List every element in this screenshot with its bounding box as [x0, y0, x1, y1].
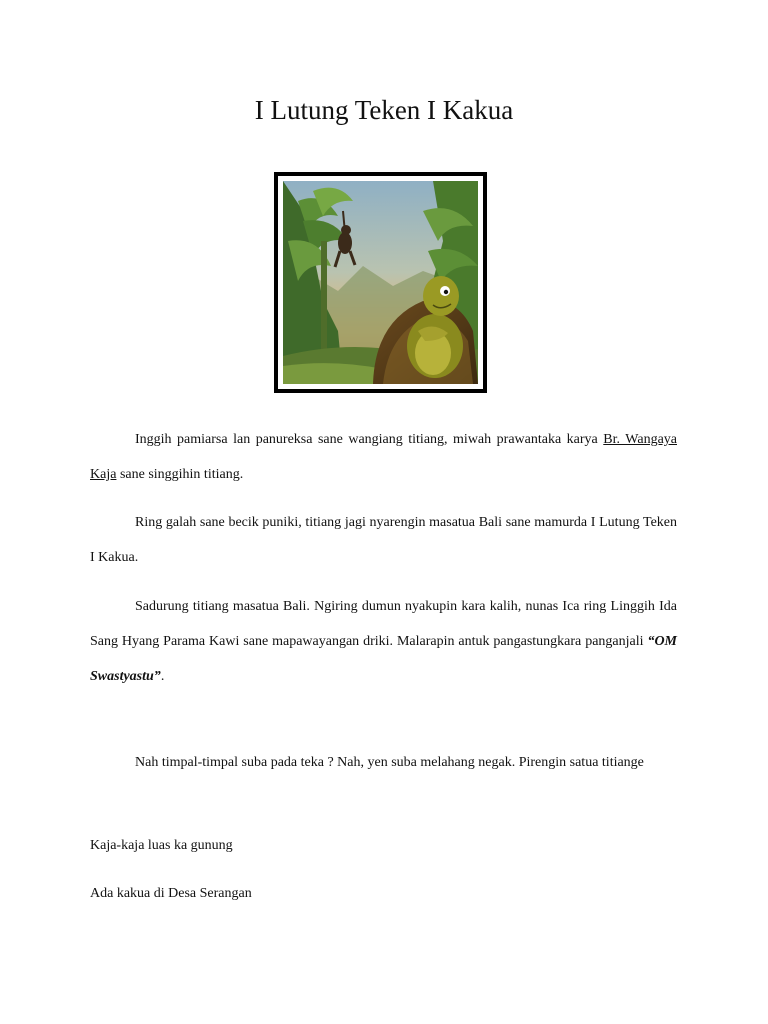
- illustration-frame: [274, 172, 487, 393]
- paragraph-intro: [90, 422, 677, 492]
- paragraph-intro-text-end: sane singgihin titiang.: [116, 467, 244, 482]
- paragraph-greeting-end: .: [160, 669, 165, 684]
- page-title: I Lutung Teken I Kakua: [254, 95, 514, 125]
- paragraph-invitation: Nah timpal-timpal suba pada teka ? Nah, yen suba melahang negak. Pirengin satua titiange: [135, 755, 644, 770]
- verse-line-1: Kaja-kaja luas ka gunung: [90, 838, 233, 853]
- author-link[interactable]: Br. Wangaya Kaja: [90, 432, 677, 482]
- monkey-and-turtle-illustration: [283, 181, 478, 384]
- paragraph-greeting-text: Sadurung titiang masatua Bali. Ngiring dumun nyakupin kara kalih, nunas Ica ring Linggih Ida Sang Hyang Parama Kawi sane mapawayangan driki. Malarapin antuk pangastungkara panganjali: [90, 599, 677, 649]
- verse-line-2: Ada kakua di Desa Serangan: [90, 886, 252, 901]
- paragraph-story-title: Ring galah sane becik puniki, titiang jagi nyarengin masatua Bali sane mamurda I Lutung Teken I Kakua.: [90, 515, 677, 565]
- paragraph-greeting: [90, 589, 677, 694]
- greeting-emphasis: “OM Swastyastu”: [90, 634, 677, 684]
- paragraph-intro-text: Inggih pamiarsa lan panureksa sane wangiang titiang, miwah prawantaka karya: [135, 432, 604, 447]
